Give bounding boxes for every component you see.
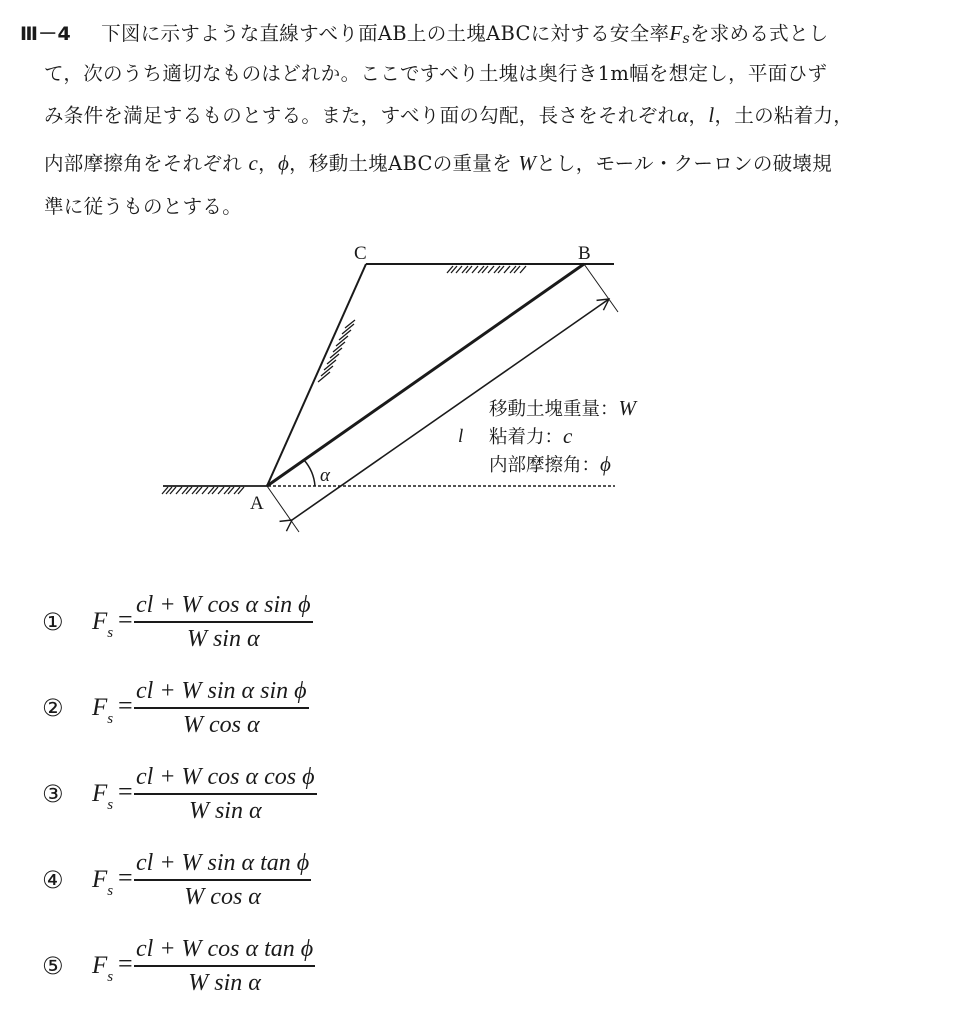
question-line-1: Ⅲ－4 下図に示すような直線すべり面AB上の土塊ABCに対する安全率$F_s$を求める式とし <box>20 21 829 47</box>
angle-label-alpha: α <box>320 465 330 486</box>
ground-hatch-top <box>447 266 526 273</box>
option-4[interactable]: ④ $F_s$ = cl + W sin α tan ϕ W cos α <box>42 850 310 910</box>
formula-fraction <box>134 764 317 825</box>
fs-symbol: $F_s$ <box>92 952 114 985</box>
fs-symbol: $F_s$ <box>92 608 114 641</box>
point-label-A: A <box>250 493 264 514</box>
dimension-extension-A <box>267 486 299 532</box>
ground-hatch-left <box>162 487 244 494</box>
slip-surface-AB <box>267 264 584 486</box>
option-2[interactable]: ② $F_s$ = cl + W sin α sin ϕ W cos α <box>42 678 307 738</box>
length-label-l: l <box>458 426 464 447</box>
denominator: W sin α <box>188 798 262 824</box>
option-3[interactable]: ③ $F_s$ = cl + W cos α cos ϕ W sin α <box>42 764 315 824</box>
legend-weight: 移動土塊重量：W <box>489 396 637 420</box>
fs-symbol: $F_s$ <box>92 694 114 727</box>
question-line-4: 内部摩擦角をそれぞれ c，ϕ，移動土塊ABCの重量を Wとし，モール・クーロンの破壊規 <box>44 151 833 175</box>
question-number: Ⅲ－4 <box>20 23 72 45</box>
formula-fraction <box>134 592 313 653</box>
fraction-bar <box>134 793 317 795</box>
numerator: cl + W cos α sin ϕ <box>136 592 311 618</box>
option-1[interactable]: ① $F_s$ = cl + W cos α sin ϕ W sin α <box>42 592 311 652</box>
fs-symbol: $F_s$ <box>92 780 114 813</box>
formula-fraction <box>134 678 309 739</box>
fraction-bar <box>134 707 309 709</box>
denominator: W cos α <box>182 712 260 738</box>
fraction-bar <box>134 621 313 623</box>
question-line-5: 準に従うものとする。 <box>44 195 243 218</box>
angle-arc <box>304 460 315 486</box>
numerator: cl + W cos α tan ϕ <box>136 936 314 962</box>
fraction-bar <box>134 965 315 967</box>
option-5[interactable]: ⑤ $F_s$ = cl + W cos α tan ϕ W sin α <box>42 936 314 996</box>
point-label-C: C <box>354 243 367 264</box>
formula-fraction <box>134 850 311 911</box>
formula-fraction <box>134 936 315 997</box>
numerator: cl + W sin α tan ϕ <box>136 850 310 876</box>
denominator: W sin α <box>186 626 260 652</box>
numerator: cl + W sin α sin ϕ <box>136 678 307 704</box>
denominator: W sin α <box>188 970 261 996</box>
question-line-3: み条件を満足するものとする。また，すべり面の勾配，長さをそれぞれα，l，土の粘着力， <box>44 103 854 127</box>
legend-cohesion: 粘着力：c <box>489 424 573 448</box>
denominator: W cos α <box>184 884 261 910</box>
fs-symbol: $F_s$ <box>92 866 114 899</box>
legend-friction-angle: 内部摩擦角：ϕ <box>489 452 611 476</box>
point-label-B: B <box>578 243 591 264</box>
numerator: cl + W cos α cos ϕ <box>136 764 315 790</box>
question-line-2: て，次のうち適切なものはどれか。ここですべり土塊は奥行き1m幅を想定し，平面ひず <box>44 62 828 85</box>
fraction-bar <box>134 879 311 881</box>
